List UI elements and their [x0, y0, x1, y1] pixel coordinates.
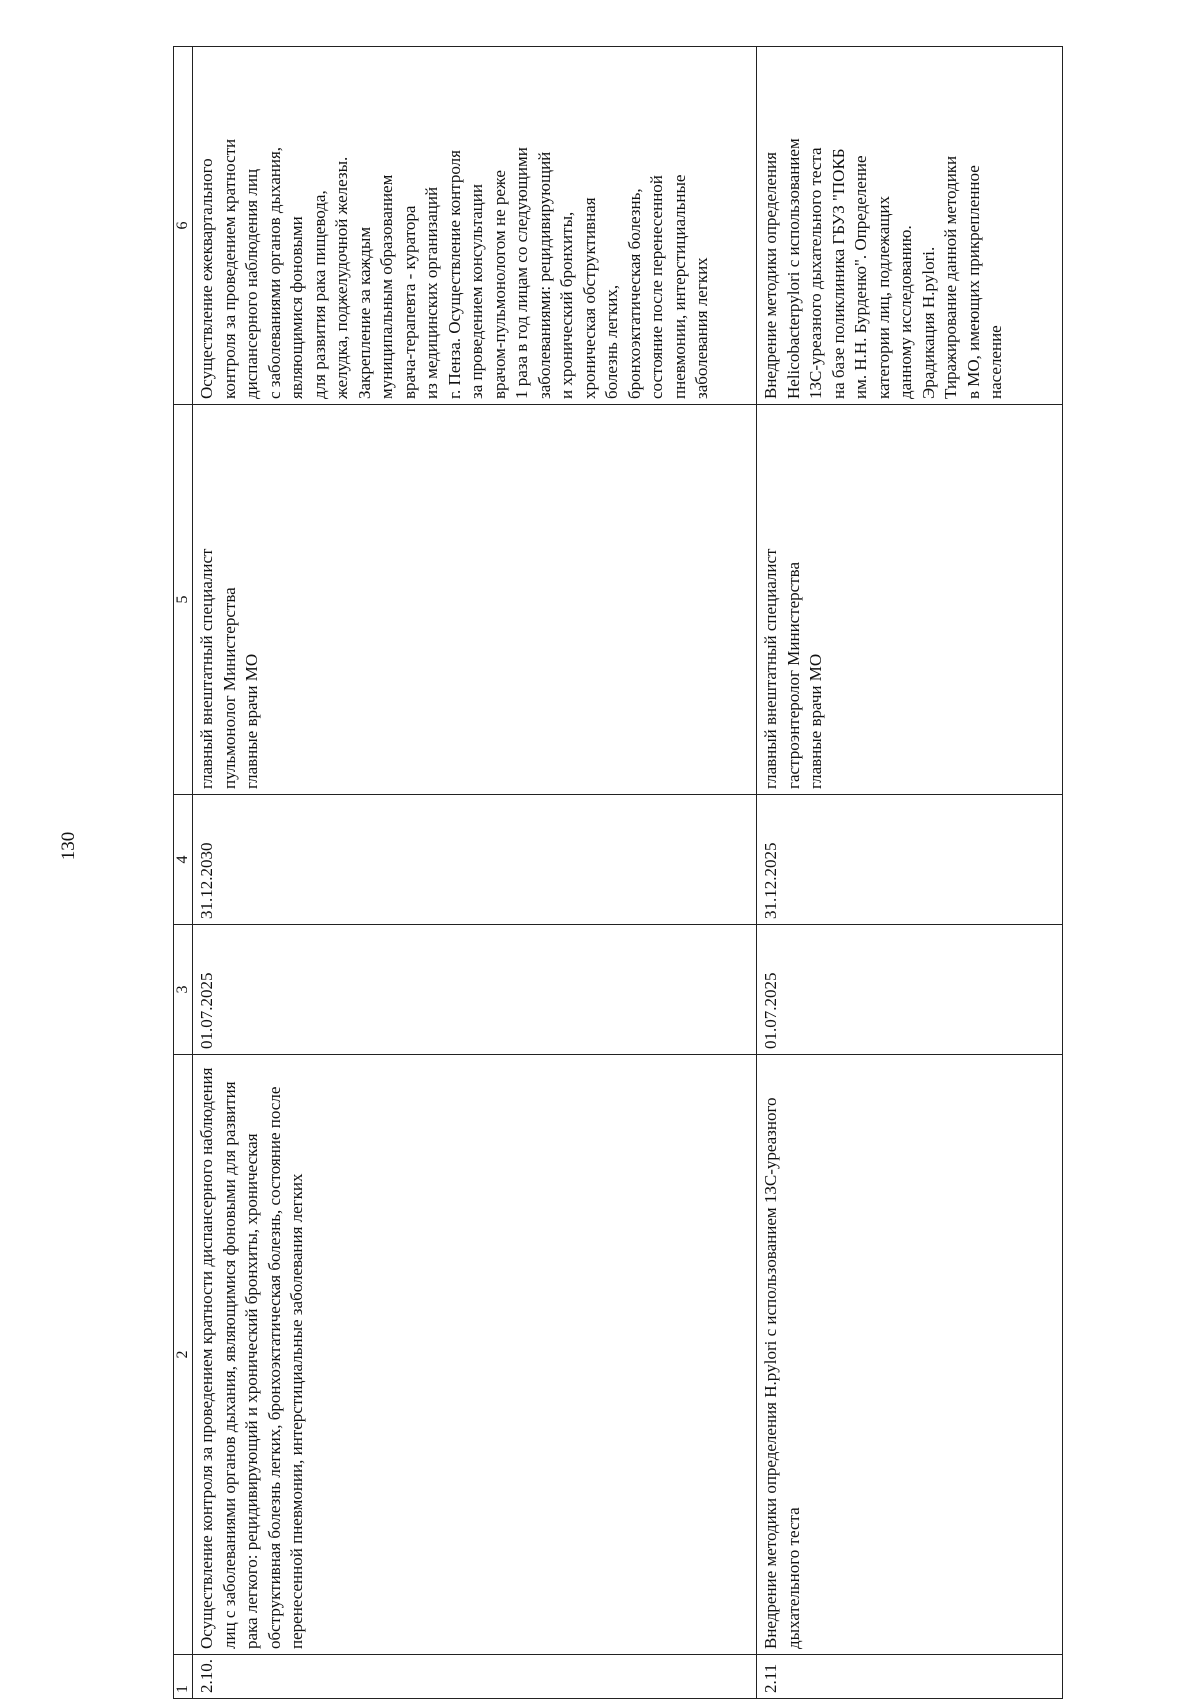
table-row	[757, 47, 1063, 1699]
row-description: Внедрение методики определения H.pylori с использованием 13С-уреазного дыхательного теста	[757, 1055, 1063, 1655]
row-number: 2.11	[757, 1655, 1063, 1699]
row-responsible: главный внештатный специалист пульмонолог Министерства главные врачи МО	[193, 405, 757, 795]
row-result: Внедрение методики определения Helicobacterpylori с использованием 13С-уреазного дыхательного теста на базе поликлиника ГБУЗ "ПОКБ им. Н.Н. Бурденко". Определение категории лиц, подлежащих данному исследованию. Эрадикация H.pylori. Тиражирование данной методики в МО, имеющих прикрепленное население	[757, 47, 1063, 405]
row-responsible: главный внештатный специалист гастроэнтеролог Министерства главные врачи МО	[757, 405, 1063, 795]
table-row	[193, 47, 757, 1699]
header-col-3: 3	[174, 925, 193, 1055]
row-number: 2.10.	[193, 1655, 757, 1699]
header-col-1: 1	[174, 1655, 193, 1699]
row-result: Осуществление ежеквартального контроля за проведением кратности диспансерного наблюдения лиц с заболеваниями органов дыхания, являющимися фоновыми для развития рака пищевода, желудка, поджелудочной железы. Закрепление за каждым муниципальным образованием врача-терапевта - куратора из медицинских организаций г. Пенза. Осуществление контроля за проведением консультации врачом-пульмонологом не реже 1 раза в год лицам со следующими заболеваниями: рецидивирующий и хронический бронхиты, хроническая обструктивная болезнь легких, бронхоэктатическая болезнь, состояние после перенесенной пневмонии, интерстициальные заболевания легких	[193, 47, 757, 405]
row-start-date: 01.07.2025	[193, 925, 757, 1055]
header-col-4: 4	[174, 795, 193, 925]
header-col-2: 2	[174, 1055, 193, 1655]
page-number: 130	[58, 831, 79, 861]
row-description: Осуществление контроля за проведением кратности диспансерного наблюдения лиц с заболеваниями органов дыхания, являющимися фоновыми для развития рака легкого: рецидивирующий и хронический бронхиты, хроническая обструктивная болезнь легких, бронхоэктатическая болезнь, состояние после перенесенной пневмонии, интерстициальные заболевания легких	[193, 1055, 757, 1655]
rotated-table-wrapper	[173, 47, 1063, 1699]
header-col-5: 5	[174, 405, 193, 795]
table-header-row	[174, 47, 193, 1699]
row-end-date: 31.12.2025	[757, 795, 1063, 925]
measures-table	[173, 46, 1063, 1699]
row-end-date: 31.12.2030	[193, 795, 757, 925]
header-col-6: 6	[174, 47, 193, 405]
row-start-date: 01.07.2025	[757, 925, 1063, 1055]
